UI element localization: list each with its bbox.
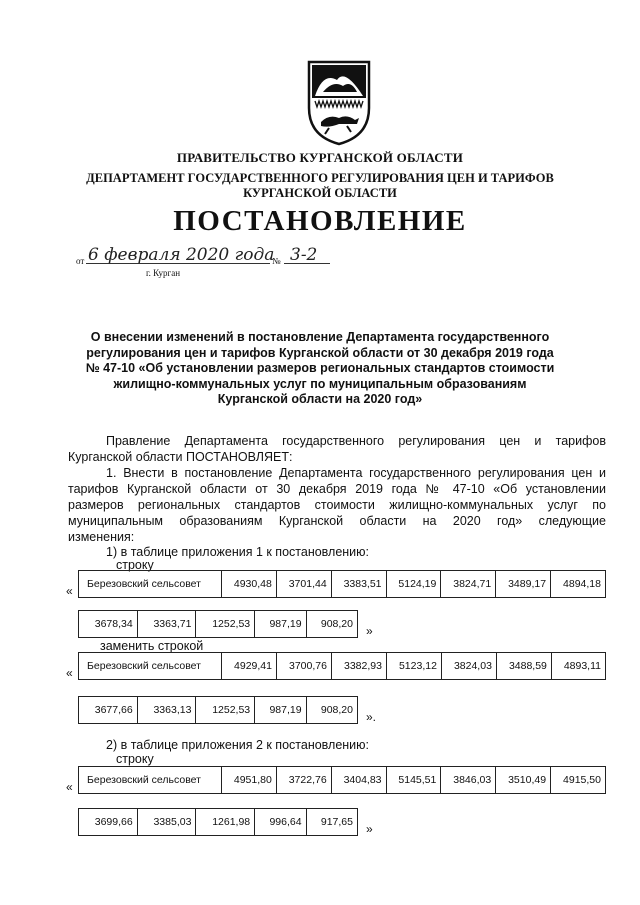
table-cell: 908,20 <box>306 611 357 638</box>
date-handwritten: 6 февраля 2020 года <box>88 245 275 265</box>
open-quote-1: « <box>66 584 73 598</box>
table-cell-name: Березовский сельсовет <box>79 571 222 598</box>
table-cell: 3700,76 <box>276 653 331 680</box>
table-cell: 3824,71 <box>441 571 496 598</box>
paragraph-1-line-1: Правление Департамента государственного регулирования цен и тарифов <box>106 434 606 448</box>
table-cell: 3677,66 <box>79 697 138 724</box>
number-label: № <box>272 256 281 266</box>
paragraph-2-line-5: изменения: <box>68 530 135 544</box>
close-quote-2: ». <box>366 710 377 724</box>
replace-with-text: заменить строкой <box>100 639 204 653</box>
table-cell: 3489,17 <box>496 571 551 598</box>
row-word-2: строку <box>116 752 154 766</box>
table-cell: 3404,83 <box>331 767 386 794</box>
document-type-title: ПОСТАНОВЛЕНИЕ <box>173 205 467 237</box>
row-word-1: строку <box>116 558 154 572</box>
number-handwritten: 3-2 <box>290 245 318 265</box>
table-cell: 3363,13 <box>137 697 196 724</box>
table-cell: 3382,93 <box>331 653 386 680</box>
item-2-text: 2) в таблице приложения 2 к постановлению: <box>106 738 370 752</box>
table-row <box>79 697 358 724</box>
table-cell: 3488,59 <box>496 653 551 680</box>
open-quote-2: « <box>66 666 73 680</box>
org-name-department <box>0 171 640 201</box>
table-cell: 3846,03 <box>441 767 496 794</box>
paragraph-2-line-4: муниципальным образованиям Курганской области на 2020 год» следующие <box>68 514 606 528</box>
open-quote-3: « <box>66 780 73 794</box>
close-quote-3: » <box>366 822 373 836</box>
city-label: г. Курган <box>146 268 181 278</box>
item-1-text: 1) в таблице приложения 1 к постановлению: <box>106 545 370 559</box>
table-cell: 908,20 <box>306 697 357 724</box>
table-2-old-row-first <box>78 766 606 794</box>
table-1-old-row-first <box>78 570 606 598</box>
table-cell: 4951,80 <box>222 767 277 794</box>
table-cell: 1252,53 <box>196 611 255 638</box>
coat-of-arms-emblem <box>303 58 375 146</box>
table-cell: 3678,34 <box>79 611 138 638</box>
table-cell: 987,19 <box>255 611 306 638</box>
date-from-label: от <box>76 256 85 266</box>
table-row <box>79 571 606 598</box>
title-line-4: жилищно-коммунальных услуг по муниципальным образованиям <box>113 376 527 391</box>
table-cell: 3363,71 <box>137 611 196 638</box>
table-cell: 1252,53 <box>196 697 255 724</box>
table-cell: 4915,50 <box>551 767 606 794</box>
table-cell: 3824,03 <box>441 653 496 680</box>
table-cell: 3699,66 <box>79 809 138 836</box>
table-cell: 3385,03 <box>137 809 196 836</box>
table-cell: 3383,51 <box>331 571 386 598</box>
table-row <box>79 653 606 680</box>
table-1-new-row-first <box>78 652 606 680</box>
org-name-department-line1: ДЕПАРТАМЕНТ ГОСУДАРСТВЕННОГО РЕГУЛИРОВАНИЯ ЦЕН И ТАРИФОВ <box>86 171 554 185</box>
title-line-5: Курганской области на 2020 год» <box>217 392 423 406</box>
table-row <box>79 767 606 794</box>
table-cell: 5124,19 <box>386 571 441 598</box>
title-line-2: регулирования цен и тарифов Курганской области от 30 декабря 2019 года <box>86 345 554 360</box>
table-row <box>79 611 358 638</box>
table-cell: 5145,51 <box>386 767 441 794</box>
close-quote-1: » <box>366 624 373 638</box>
table-cell: 3510,49 <box>496 767 551 794</box>
table-1-old-row-second <box>78 610 358 638</box>
table-cell: 4930,48 <box>222 571 277 598</box>
paragraph-2-line-2: тарифов Курганской области от 30 декабря 2019 года № 47-10 «Об установлении <box>68 482 606 496</box>
title-line-1: О внесении изменений в постановление Департамента государственного <box>90 330 550 344</box>
table-1-new-row-second <box>78 696 358 724</box>
table-cell-name: Березовский сельсовет <box>79 767 222 794</box>
table-cell: 4929,41 <box>222 653 277 680</box>
org-name-department-line2: КУРГАНСКОЙ ОБЛАСТИ <box>243 186 397 200</box>
table-cell: 996,64 <box>255 809 306 836</box>
table-cell: 4894,18 <box>551 571 606 598</box>
table-cell: 917,65 <box>306 809 357 836</box>
table-cell: 3722,76 <box>276 767 331 794</box>
table-cell: 3701,44 <box>276 571 331 598</box>
table-2-old-row-second <box>78 808 358 836</box>
paragraph-2-line-1: 1. Внести в постановление Департамента государственного регулирования цен и <box>106 466 606 480</box>
table-cell: 5123,12 <box>386 653 441 680</box>
document-subject-title <box>60 330 580 408</box>
table-cell-name: Березовский сельсовет <box>79 653 222 680</box>
paragraph-2-line-3: размеров региональных стандартов стоимости жилищно-коммунальных услуг по <box>68 498 606 512</box>
paragraph-1-line-2: Курганской области ПОСТАНОВЛЯЕТ: <box>68 450 293 464</box>
table-cell: 4893,11 <box>551 653 605 680</box>
org-name-government: ПРАВИТЕЛЬСТВО КУРГАНСКОЙ ОБЛАСТИ <box>176 150 464 165</box>
title-line-3: № 47-10 «Об установлении размеров региональных стандартов стоимости <box>85 361 555 375</box>
table-cell: 987,19 <box>255 697 306 724</box>
table-cell: 1261,98 <box>196 809 255 836</box>
table-row <box>79 809 358 836</box>
